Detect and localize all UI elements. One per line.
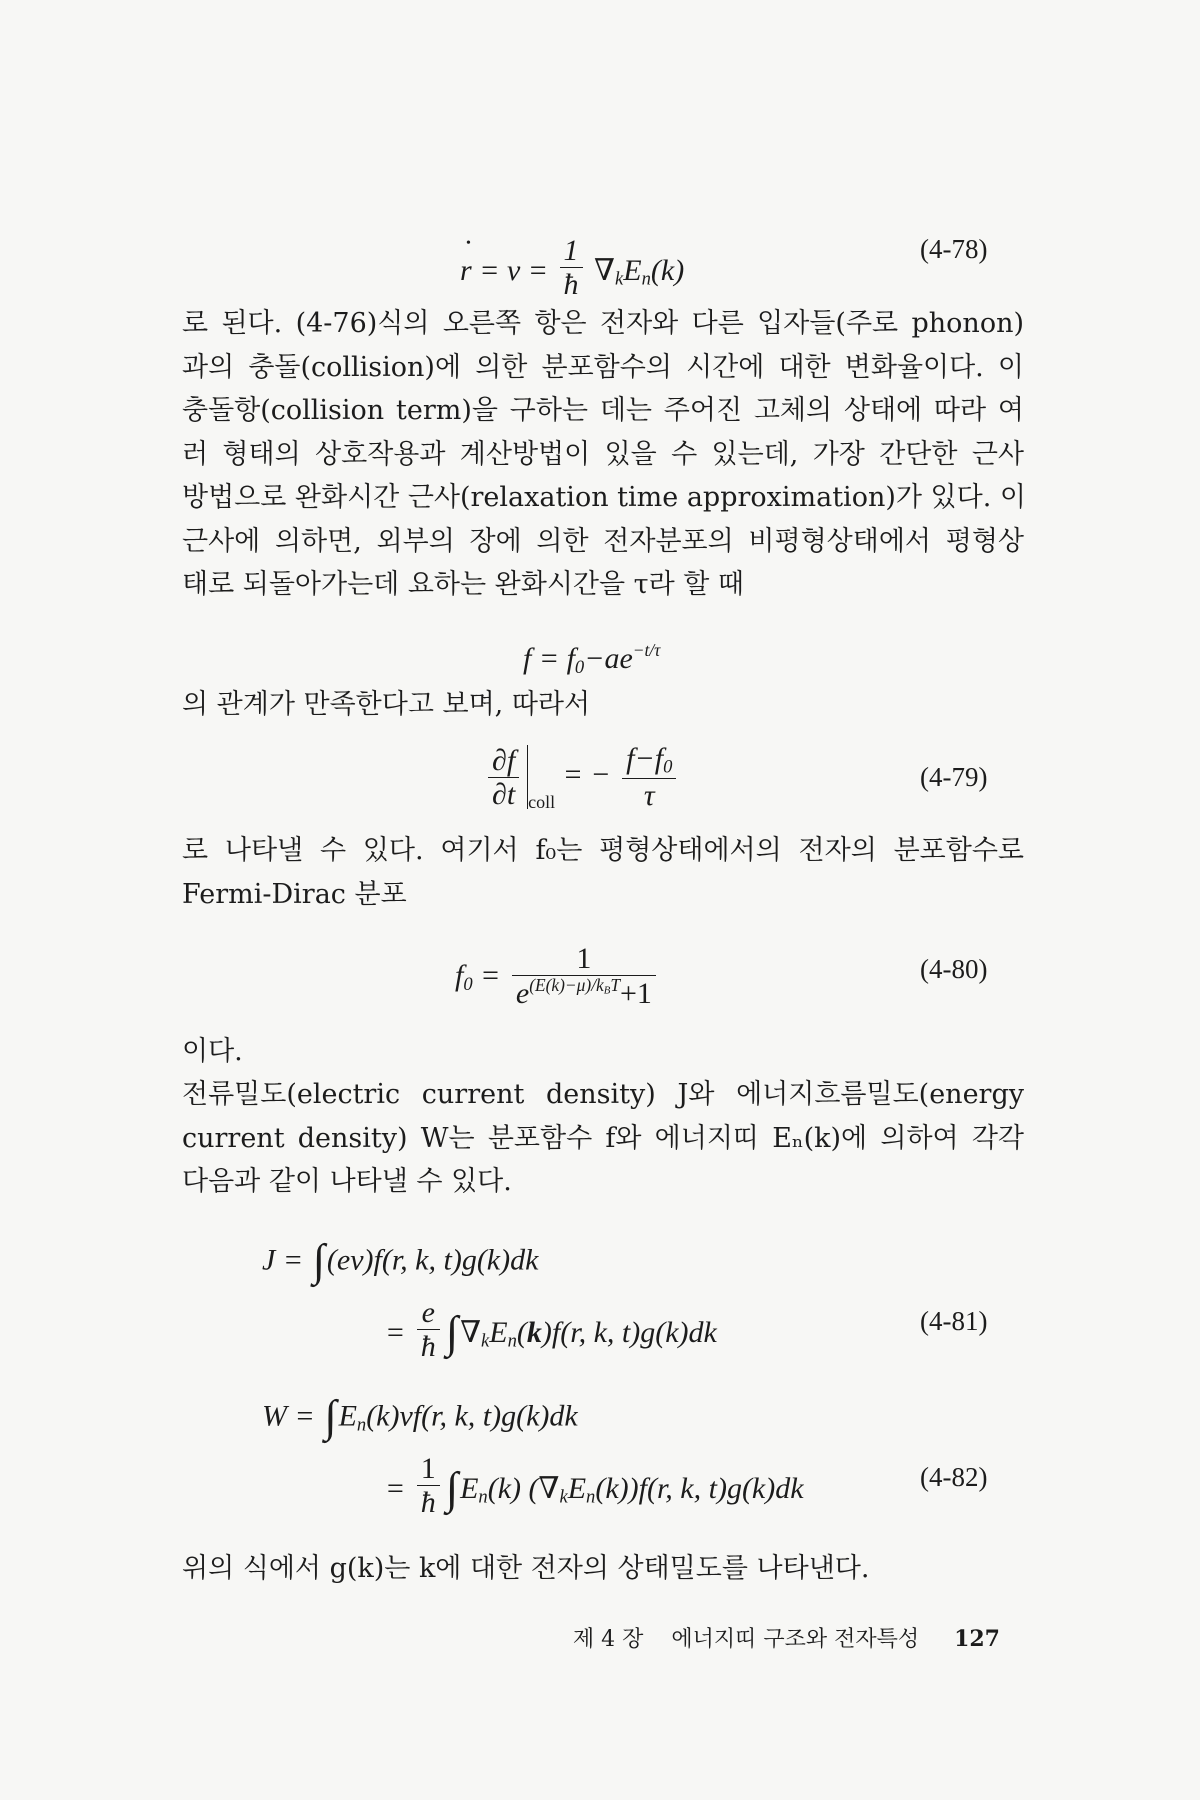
equation-number: (4-82) bbox=[920, 1462, 988, 1492]
paragraph-current-density bbox=[182, 1073, 1024, 1204]
document-page: • r = v = $\frac{1}{ħ}$ $\nabla_kE_n(k)$ (4-78) 로 된다. (4-76)식의 오른쪽 항은 전자와 다른 입자들(주로 phonon) 과의 충돌(collision)에 의한 분포함수의 시간에 대한 변화율이다. 이 충돌항(collision term)을 구하는 데는 주어진 고체의 상태에 따라 여 러 형태의 상호작용과 계산방법이 있을 수 있는데, 가장 간단한 근사 방법으로 완화시간 근사(relaxation time approximation)가 있다. 이 근사에 의하면, 외부의 장에 의한 전자분포의 비평형상태에서 평형상 태로 되돌아가는데 요하는 완화시간을 τ라 할 때 $f = f_0-ae^{-t/\tau}$ 의 관계가 만족한다고 보며, 따라서 $\frac{\partial f}{\partial t}$ $_{coll}$ = − $\frac{f-f_0}{\tau}$ (4-79) 로 나타낼 수 있다. 여기서 f₀는 평형상태에서의 전자의 분포함수로 Fermi-Dirac 분포 $f_0$ = $\frac{1}{e^{(E(k)-\mu)/k_BT}+1}$ (4-80) 이다. 전류밀도(electric current density) J와 에너지흐름밀도(energy current density) W는 분포함수 f와 에너지띠 Eₙ(k)에 의하여 각각 다음과 같이 나타낼 수 있다. J = ∫(ev)f(r, k, t)g(k)dk = $\frac{e}{ħ}$ $\int\nabla_kE_n(k)f(r$, k, t)g(k)dk (4-81) $W = \int E_n(k)vf(r$, k, t)g(k)dk = $\frac{1}{ħ}$ $\int E_n(k)$ $(\nabla_kE_n(k))f(r$, k, t)g(k)dk (4-82) 위의 식에서 g(k)는 k에 대한 전자의 상태밀도를 나타낸다. 제 4 장 에너지띠 구조와 전자특성 127 bbox=[0, 0, 1200, 1800]
equation-number: (4-81) bbox=[920, 1306, 988, 1336]
text-line: 태로 되돌아가는데 요하는 완화시간을 τ라 할 때 bbox=[182, 569, 744, 600]
page-footer bbox=[560, 1622, 1000, 1653]
text-line: 다음과 같이 나타낼 수 있다. bbox=[182, 1166, 512, 1197]
text-line: Fermi-Dirac 분포 bbox=[182, 878, 407, 910]
text-line: 근사에 의하면, 외부의 장에 의한 전자분포의 비평형상태에서 평형상 bbox=[182, 525, 1024, 557]
text-line: 전류밀도(electric current density) J와 에너지흐름밀도(energy bbox=[182, 1079, 1024, 1110]
chapter-label: 제 4 장 bbox=[572, 1627, 644, 1652]
equation-number: (4-79) bbox=[920, 762, 988, 792]
text-line: 과의 충돌(collision)에 의한 분포함수의 시간에 대한 변화율이다. 이 bbox=[182, 351, 1024, 383]
text-line: 의 관계가 만족한다고 보며, 따라서 bbox=[182, 689, 591, 720]
equation-number: (4-78) bbox=[920, 234, 988, 264]
text-line: 이다. bbox=[182, 1036, 243, 1067]
paragraph-density-of-states bbox=[182, 1547, 1024, 1591]
paragraph-fermi-dirac bbox=[182, 829, 1024, 916]
text-line: 로 된다. (4-76)식의 오른쪽 항은 전자와 다른 입자들(주로 phonon) bbox=[182, 308, 1024, 339]
collision-subscript: coll bbox=[528, 791, 556, 812]
paragraph-relation bbox=[182, 683, 1024, 727]
equation-number: (4-80) bbox=[920, 954, 988, 984]
text-line: current density) W는 분포함수 f와 에너지띠 Eₙ(k)에 의하여 각각 bbox=[182, 1122, 1024, 1154]
text-line: 위의 식에서 g(k)는 k에 대한 전자의 상태밀도를 나타낸다. bbox=[182, 1553, 870, 1584]
paragraph-conclusion bbox=[182, 1030, 1024, 1074]
chapter-title: 에너지띠 구조와 전자특성 bbox=[671, 1627, 920, 1652]
text-line: 방법으로 완화시간 근사(relaxation time approximation)가 있다. 이 bbox=[182, 482, 1026, 513]
page-number: 127 bbox=[954, 1626, 1000, 1652]
text-line: 로 나타낼 수 있다. 여기서 f₀는 평형상태에서의 전자의 분포함수로 bbox=[182, 835, 1024, 866]
text-line: 충돌항(collision term)을 구하는 데는 주어진 고체의 상태에 따라 여 bbox=[182, 395, 1024, 426]
text-line: 러 형태의 상호작용과 계산방법이 있을 수 있는데, 가장 간단한 근사 bbox=[182, 438, 1024, 470]
paragraph-relaxation bbox=[182, 302, 1024, 607]
